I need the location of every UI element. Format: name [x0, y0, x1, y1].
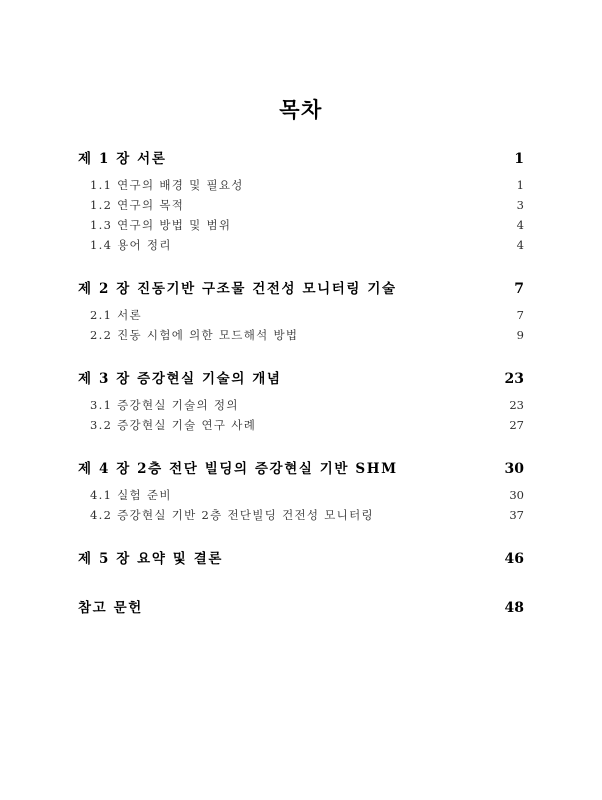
toc-chapter-entry[interactable] [78, 458, 524, 480]
toc-entry-page-number: 27 [509, 418, 524, 432]
toc-entry-page-number: 37 [509, 508, 524, 522]
toc-entry-label: 1.2 연구의 목적 [90, 198, 185, 212]
spacer [78, 345, 524, 368]
toc-chapter-entry[interactable] [78, 368, 524, 390]
spacer [78, 570, 524, 597]
toc-entry-page-number: 9 [516, 328, 524, 342]
toc-entry-label: 제 5 장 요약 및 결론 [78, 551, 223, 567]
toc-entry-label: 제 3 장 증강현실 기술의 개념 [78, 371, 282, 387]
toc-entry-label: 4.2 증강현실 기반 2층 전단빌딩 건전성 모니터링 [90, 508, 374, 522]
toc-section-entry[interactable] [90, 195, 524, 215]
toc-entry-label: 2.2 진동 시험에 의한 모드해석 방법 [90, 328, 299, 342]
spacer [78, 255, 524, 278]
toc-entry-label: 2.1 서론 [90, 308, 142, 322]
toc-section-entry[interactable] [90, 325, 524, 345]
toc-chapter-entry[interactable] [78, 148, 524, 170]
toc-chapter-entry[interactable] [78, 597, 524, 619]
toc-entry-label: 1.1 연구의 배경 및 필요성 [90, 178, 244, 192]
toc-section-entry[interactable] [90, 505, 524, 525]
toc-entry-page-number: 30 [509, 488, 524, 502]
page-title: 목차 [279, 97, 323, 122]
table-of-contents [78, 148, 524, 619]
toc-section-entry[interactable] [90, 485, 524, 505]
toc-entry-page-number: 30 [504, 461, 524, 477]
spacer [78, 435, 524, 458]
toc-section-entry[interactable] [90, 215, 524, 235]
toc-entry-page-number: 4 [516, 218, 524, 232]
toc-entry-label: 1.3 연구의 방법 및 범위 [90, 218, 232, 232]
toc-section-entry[interactable] [90, 395, 524, 415]
toc-entry-page-number: 1 [516, 178, 524, 192]
toc-entry-label: 참고 문헌 [78, 600, 143, 616]
toc-entry-page-number: 48 [504, 600, 524, 616]
toc-entry-page-number: 7 [514, 281, 524, 297]
toc-chapter-entry[interactable] [78, 548, 524, 570]
toc-entry-page-number: 7 [516, 308, 524, 322]
toc-entry-page-number: 46 [504, 551, 524, 567]
toc-entry-label: 3.1 증강현실 기술의 정의 [90, 398, 239, 412]
toc-entry-page-number: 23 [509, 398, 524, 412]
toc-chapter-entry[interactable] [78, 278, 524, 300]
toc-entry-label: 4.1 실험 준비 [90, 488, 172, 502]
spacer [78, 525, 524, 548]
toc-entry-label: 제 2 장 진동기반 구조물 건전성 모니터링 기술 [78, 281, 397, 297]
toc-section-entry[interactable] [90, 305, 524, 325]
toc-entry-page-number: 23 [504, 371, 524, 387]
toc-section-entry[interactable] [90, 415, 524, 435]
toc-entry-label: 제 1 장 서론 [78, 151, 167, 167]
toc-entry-page-number: 4 [516, 238, 524, 252]
toc-entry-page-number: 3 [516, 198, 524, 212]
toc-entry-page-number: 1 [514, 151, 524, 167]
toc-entry-label: 1.4 용어 정리 [90, 238, 172, 252]
toc-section-entry[interactable] [90, 175, 524, 195]
toc-entry-label: 3.2 증강현실 기술 연구 사례 [90, 418, 257, 432]
toc-section-entry[interactable] [90, 235, 524, 255]
toc-entry-label: 제 4 장 2층 전단 빌딩의 증강현실 기반 SHM [78, 461, 398, 477]
